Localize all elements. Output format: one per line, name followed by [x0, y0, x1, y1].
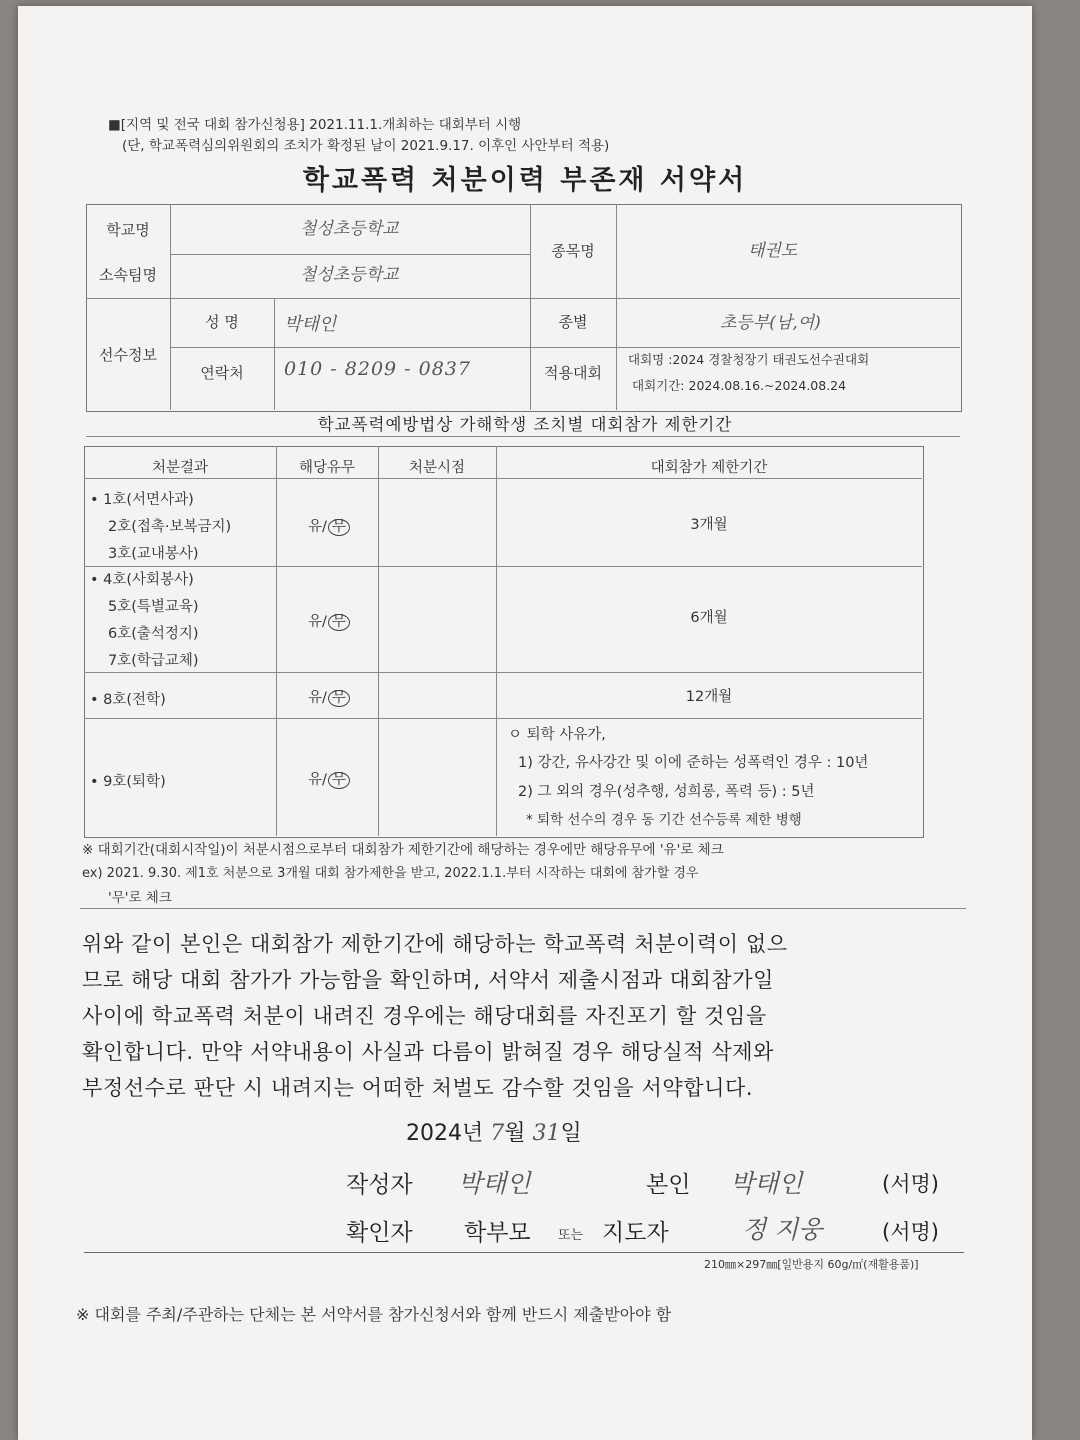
header-result: 처분결과 [151, 460, 209, 476]
pledge-line-2: 므로 해당 대회 참가가 가능함을 확인하며, 서약서 제출시점과 대회참가일 [82, 968, 775, 992]
team-value: 철성초등학교 [300, 265, 399, 285]
bottom-note: ※ 대회를 주최/주관하는 단체는 본 서약서를 참가신청서와 함께 반드시 제출받아야 함 [76, 1305, 672, 1324]
document-paper [18, 6, 1032, 1440]
table-row-2-item-2: 5호(특별교육) [108, 599, 199, 615]
table-row-2-item-3: 6호(출석정지) [108, 626, 199, 642]
name-value: 박태인 [284, 314, 337, 335]
no-option-circled: 무 [328, 690, 350, 707]
contact-value: 010 - 8209 - 0837 [284, 358, 471, 380]
sign-label-2: (서명) [882, 1220, 939, 1244]
yes-option: 유/ [308, 772, 327, 788]
competition-label: 적용대회 [544, 364, 602, 382]
footnote-1: ※ 대회기간(대회시작일)이 처분시점으로부터 대회참가 제한기간에 해당하는 경우에만 해당유무에 '유'로 체크 [82, 842, 724, 858]
player-info-label: 선수정보 [99, 346, 157, 364]
date-month-unit: 월 [504, 1121, 526, 1146]
division-label: 종별 [558, 313, 588, 331]
self-label: 본인 [646, 1172, 691, 1198]
coach-signature: 정 지웅 [742, 1215, 823, 1244]
school-value: 철성초등학교 [300, 219, 399, 239]
self-signature: 박태인 [730, 1169, 803, 1198]
no-option-circled: 무 [328, 519, 350, 536]
date-month-value: 7 [490, 1121, 505, 1146]
table-row-1-period: 3개월 [690, 517, 728, 533]
table-row-4-item-1: • 9호(퇴학) [90, 774, 166, 790]
competition-period: 대회기간: 2024.08.16.~2024.08.24 [632, 378, 847, 393]
date-day-unit: 일 [560, 1121, 582, 1146]
or-label: 또는 [558, 1228, 584, 1243]
event-value: 태권도 [748, 241, 798, 261]
table-row-4-period-line-4: * 퇴학 선수의 경우 동 기간 선수등록 제한 병행 [526, 812, 802, 828]
header-time: 처분시점 [408, 460, 466, 476]
table-row-1-item-2: 2호(접촉·보복금지) [108, 519, 232, 535]
pledge-line-3: 사이에 학교폭력 처분이 내려진 경우에는 해당대회를 자진포기 할 것임을 [82, 1004, 767, 1028]
no-option-circled: 무 [328, 772, 350, 789]
table-row-1-check[interactable] [308, 515, 350, 536]
table-row-3-item-1: • 8호(전학) [90, 692, 166, 708]
table-row-4-period-line-2: 1) 강간, 유사강간 및 이에 준하는 성폭력인 경우 : 10년 [518, 755, 869, 771]
pledge-line-5: 부정선수로 판단 시 내려지는 어떠한 처벌도 감수할 것임을 서약합니다. [82, 1076, 754, 1100]
division-value: 초등부(남,여) [720, 313, 821, 333]
table-row-4-period-line-1: ㅇ 퇴학 사유가, [508, 727, 606, 743]
pledge-line-4: 확인합니다. 만약 서약내용이 사실과 다름이 밝혀질 경우 해당실적 삭제와 [82, 1040, 775, 1064]
notice-line-2: (단, 학교폭력심의위원회의 조치가 확정된 날이 2021.9.17. 이후인 사안부터 적용) [122, 138, 610, 154]
competition-name: 대회명 :2024 경찰청장기 태권도선수권대회 [628, 352, 870, 367]
table-row-3-period: 12개월 [685, 689, 733, 705]
date-day-value: 31 [532, 1121, 561, 1146]
table-row-2-period: 6개월 [690, 610, 728, 626]
table-row-1-item-3: 3호(교내봉사) [108, 546, 199, 562]
yes-option: 유/ [308, 690, 327, 706]
yes-option: 유/ [308, 614, 327, 630]
table-row-1-item-1: • 1호(서면사과) [90, 492, 194, 508]
contact-label: 연락처 [200, 364, 244, 382]
event-label: 종목명 [551, 242, 595, 260]
table-row-2-item-1: • 4호(사회봉사) [90, 572, 194, 588]
school-label: 학교명 [106, 221, 150, 239]
footnote-3: '무'로 체크 [108, 890, 172, 906]
table-row-2-item-4: 7호(학급교체) [108, 653, 199, 669]
table-row-4-period-line-3: 2) 그 외의 경우(성추행, 성희롱, 폭력 등) : 5년 [518, 784, 815, 800]
no-option-circled: 무 [328, 614, 350, 631]
paper-spec: 210㎜×297㎜[일반용지 60g/㎡(재활용품)] [704, 1258, 919, 1271]
table-row-4-check[interactable] [308, 768, 350, 789]
pledge-line-1: 위와 같이 본인은 대회참가 제한기간에 해당하는 학교폭력 처분이력이 없으 [82, 932, 788, 956]
yes-option: 유/ [308, 519, 327, 535]
writer-signature: 박태인 [458, 1169, 531, 1198]
date-year: 2024년 [406, 1121, 484, 1146]
header-period: 대회참가 제한기간 [650, 460, 768, 476]
footnote-2: ex) 2021. 9.30. 제1호 처분으로 3개월 대회 참가제한을 받고, 2022.1.1.부터 시작하는 대회에 참가할 경우 [82, 866, 699, 881]
table-row-3-check[interactable] [308, 686, 350, 707]
table-row-2-check[interactable] [308, 610, 350, 631]
sign-label-1: (서명) [882, 1172, 939, 1196]
parent-label: 학부모 [464, 1220, 531, 1246]
name-label: 성 명 [205, 313, 239, 331]
writer-label: 작성자 [346, 1172, 413, 1198]
team-label: 소속팀명 [99, 266, 157, 284]
coach-label: 지도자 [602, 1220, 669, 1246]
document-title: 학교폭력 처분이력 부존재 서약서 [302, 165, 748, 196]
confirm-label: 확인자 [346, 1220, 413, 1246]
pledge-date [406, 1116, 582, 1147]
header-applicable: 해당유무 [298, 460, 356, 476]
restriction-title: 학교폭력예방법상 가해학생 조치별 대회참가 제한기간 [317, 415, 733, 434]
notice-line-1: ■[지역 및 전국 대회 참가신청용] 2021.11.1.개최하는 대회부터 시행 [108, 117, 522, 133]
